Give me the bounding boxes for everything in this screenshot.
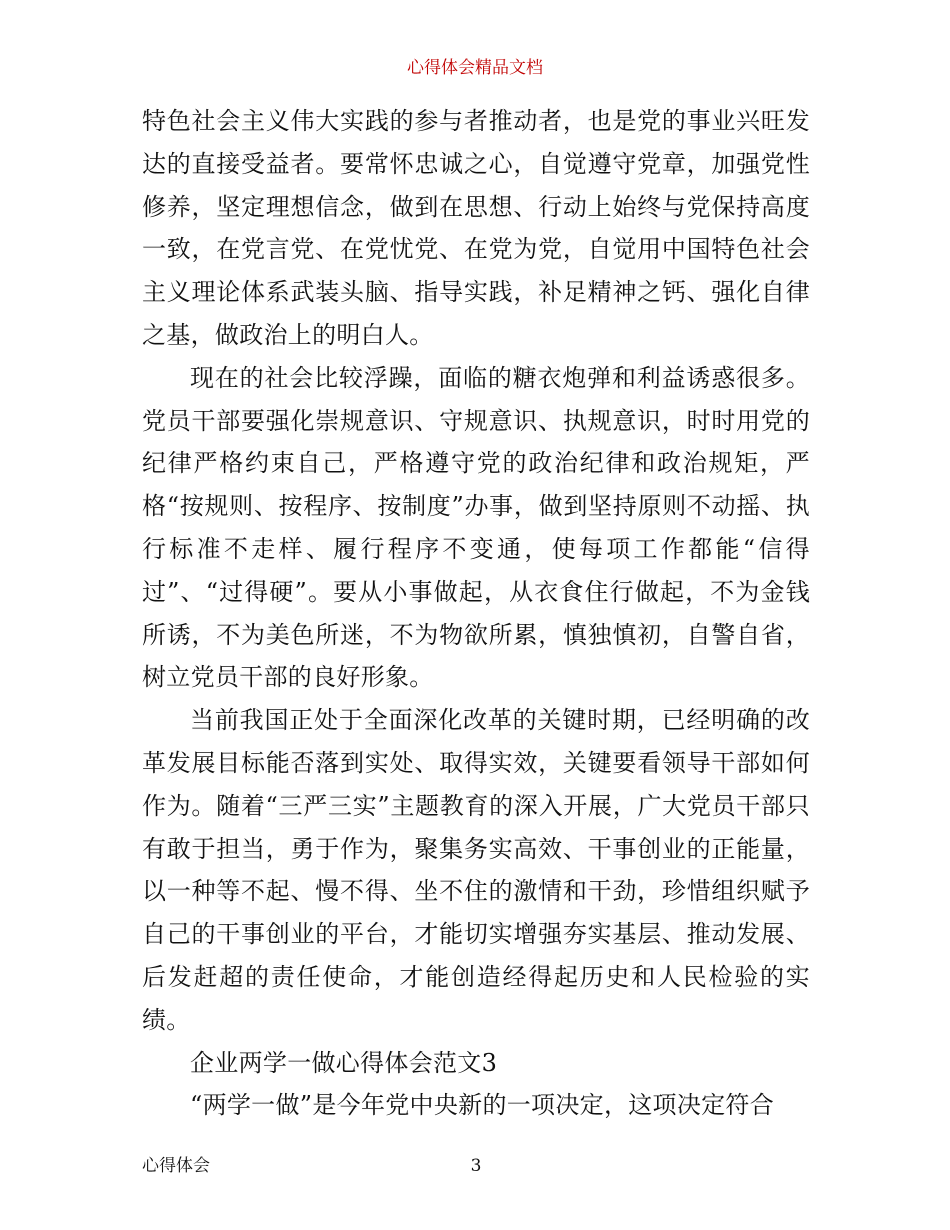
section-heading: 企业两学一做心得体会范文3 <box>190 1048 498 1077</box>
document-body <box>142 100 810 1127</box>
page-number: 3 <box>470 1156 482 1176</box>
page-header <box>0 56 950 80</box>
header-title: 心得体会精品文档 <box>407 58 543 78</box>
paragraph: 当前我国正处于全面深化改革的关键时期，已经明确的改革发展目标能否落到实处、取得实效，关键要看领导干部如何作为。随着“三严三实”主题教育的深入开展，广大党员干部只有敢于担当，勇于作为，聚集务实高效、干事创业的正能量，以一种等不起、慢不得、坐不住的激情和干劲，珍惜组织赋予自己的干事创业的平台，才能切实增强夯实基层、推动发展、后发赶超的责任使命，才能创造经得起历史和人民检验的实绩。 <box>142 706 810 1034</box>
paragraph: “两学一做”是今年党中央新的一项决定，这项决定符合 <box>190 1091 775 1120</box>
paragraph: 现在的社会比较浮躁，面临的糖衣炮弹和利益诱惑很多。党员干部要强化崇规意识、守规意识、执规意识，时时用党的纪律严格约束自己，严格遵守党的政治纪律和政治规矩，严格“按规则、按程序、按制度”办事，做到坚持原则不动摇、执行标准不走样、履行程序不变通，使每项工作都能“信得过”、“过得硬”。要从小事做起，从衣食住行做起，不为金钱所诱，不为美色所迷，不为物欲所累，慎独慎初，自警自省，树立党员干部的良好形象。 <box>142 363 810 692</box>
paragraph-continuation: 特色社会主义伟大实践的参与者推动者，也是党的事业兴旺发达的直接受益者。要常怀忠诚之心，自觉遵守党章，加强党性修养，坚定理想信念，做到在思想、行动上始终与党保持高度一致，在党言党、在党忧党、在党为党，自觉用中国特色社会主义理论体系武装头脑、指导实践，补足精神之钙、强化自律之基，做政治上的明白人。 <box>142 107 810 349</box>
footer-label: 心得体会 <box>142 1156 210 1176</box>
